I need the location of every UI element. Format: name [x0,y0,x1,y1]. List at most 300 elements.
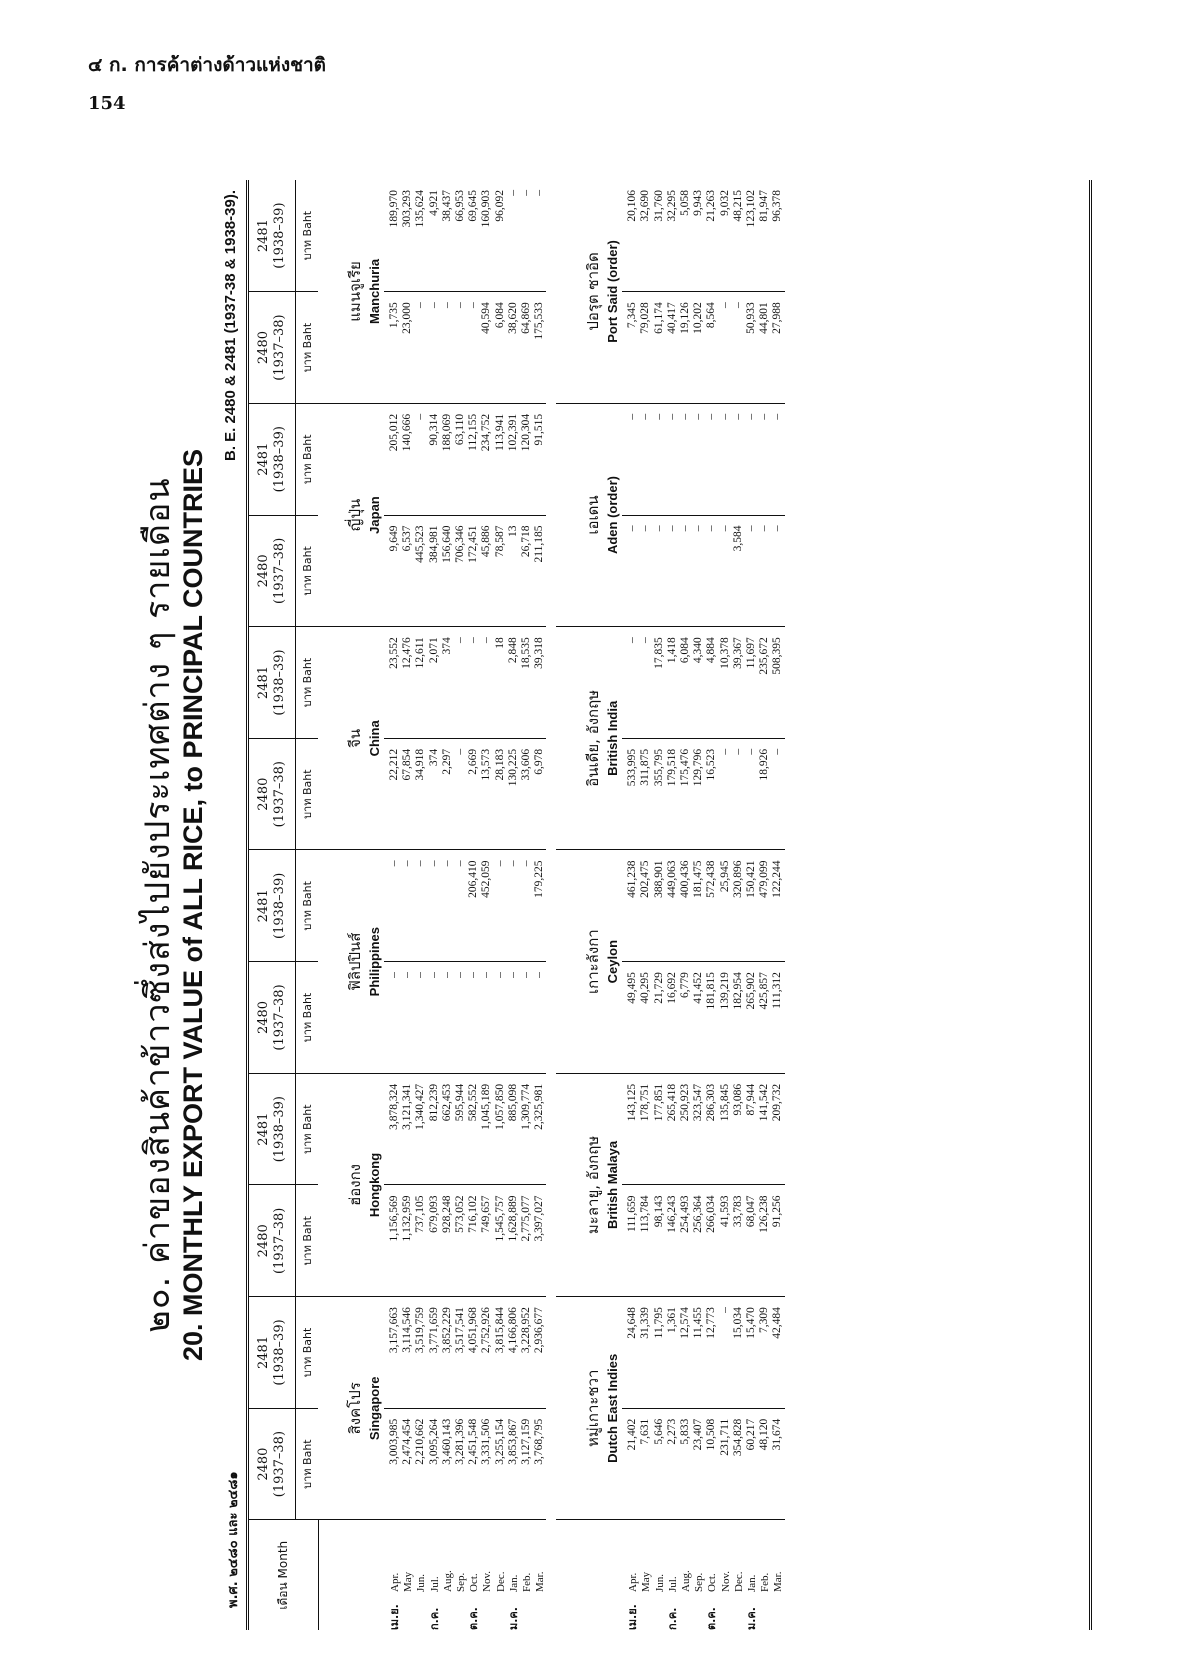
value-cell: 11,455 [692,1307,705,1339]
value-cell: 266,034 [705,1195,718,1233]
value-cell: 23,552 [388,637,400,669]
value-cell: 96,378 [771,190,784,222]
currency-header: บาท Baht [296,1185,319,1297]
country-name-cell [318,1073,384,1296]
value-cell: 18,535 [519,637,532,669]
title-english: 20. MONTHLY EXPORT VALUE of ALL RICE, to PRINCIPAL COUNTRIES [178,448,208,1362]
value-column-2480 [622,738,784,850]
value-cell: 182,954 [731,972,744,1010]
value-cell: 10,508 [705,1418,718,1451]
country-name-cell [318,403,384,626]
value-cell: 445,523 [414,525,427,563]
value-cell: 1,545,757 [493,1195,506,1242]
value-cell: – [388,860,400,867]
value-column-2480 [622,962,784,1074]
value-column-2481 [622,403,784,515]
month-spacer [556,1520,622,1630]
value-cell: 139,219 [718,972,731,1010]
value-cell: – [467,972,480,978]
subtitle-english-years: B. E. 2480 & 2481 (1937-38 & 1938-39). [222,190,239,462]
country-name-thai: ญี่ปุ่น [346,498,364,532]
value-column-2480 [384,1408,546,1520]
country-name-english: Ceylon [605,939,621,984]
value-cell: 595,944 [453,1083,466,1122]
value-cell: – [639,413,652,420]
value-cell: 3,584 [731,525,744,552]
value-cell: 573,052 [453,1195,466,1233]
value-cell: – [744,748,757,755]
value-column-2480 [384,292,546,404]
value-cell: 40,417 [665,302,678,334]
value-cell: 3,095,264 [427,1418,440,1465]
value-cell: 98,143 [652,1195,665,1228]
value-cell: 265,902 [744,972,757,1010]
value-cell: 3,771,659 [427,1307,440,1354]
month-spacer [318,1520,384,1630]
value-cell: – [771,525,784,532]
title-thai: ๒๐. ค่าของสินค้าข้าวซึ่งส่งไปยังประเทศต่าง ๆ รายเดือน [138,477,178,1333]
value-cell: 3,460,143 [440,1418,453,1465]
value-cell: 286,303 [705,1083,718,1122]
value-cell: 3,003,985 [388,1418,400,1465]
value-cell: 425,857 [758,972,771,1010]
value-cell: – [414,860,427,867]
currency-header: บาท Baht [296,627,319,739]
month-label-line [467,1520,480,1630]
value-cell: 33,606 [519,748,532,781]
value-cell: 49,495 [626,972,639,1004]
value-column-2480 [622,1408,784,1520]
value-cell: 40,295 [639,972,652,1004]
value-cell: 885,098 [506,1083,519,1122]
value-cell: 143,125 [626,1083,639,1122]
value-cell: 181,475 [692,860,705,898]
month-label-line [771,1520,784,1630]
value-cell: 1,361 [665,1307,678,1333]
value-cell: – [388,972,400,978]
value-cell: 7,631 [639,1418,652,1445]
value-cell: 69,645 [467,190,480,222]
month-label: Jan. [507,1574,520,1592]
value-cell: 2,210,662 [414,1418,427,1465]
quarter-label: ก.ค. [427,1607,441,1630]
value-cell: 135,845 [718,1083,731,1122]
value-cell: 206,410 [467,860,480,898]
value-cell: – [718,1307,731,1313]
value-cell: 3,114,546 [401,1307,414,1353]
value-column-2481 [384,180,546,292]
value-cell: 140,666 [401,413,414,452]
year-header-2481: 2481 (1938–39) [249,850,296,962]
value-cell: 181,815 [705,972,718,1010]
month-label-line [639,1520,652,1630]
value-cell: 129,796 [692,748,705,787]
page-header: ๔ ก. การค้าต่างด้าวแห่งชาติ [88,54,327,76]
value-cell: 96,092 [493,190,506,222]
value-cell: 6,084 [493,302,506,329]
value-cell: 38,620 [506,302,519,334]
rotated-table-page [130,180,1090,1630]
quarter-label: ต.ค. [467,1607,481,1630]
value-cell: 3,121,341 [401,1083,414,1130]
value-cell: 32,690 [639,190,652,222]
value-cell: 41,452 [692,972,705,1004]
currency-header: บาท Baht [296,1408,319,1520]
country-name-cell [556,180,622,403]
value-cell: – [480,637,493,643]
value-cell: – [626,637,639,643]
value-cell: 10,202 [692,302,705,334]
value-cell: 31,339 [639,1307,652,1339]
value-cell: 4,051,968 [467,1307,480,1354]
value-cell: 533,995 [626,748,639,787]
month-labels [622,1520,784,1630]
value-cell: – [626,525,639,532]
value-cell: – [731,748,744,755]
header-row-currency [296,180,319,1630]
month-label: Sep. [693,1572,706,1592]
month-label-line [494,1520,507,1630]
value-cell: 34,918 [414,748,427,781]
month-label-line [719,1520,732,1630]
value-cell: 146,243 [665,1195,678,1233]
value-cell: 3,397,027 [533,1195,546,1242]
value-cell: 3,228,952 [519,1307,532,1354]
value-cell: 18 [493,637,506,649]
value-cell: 9,943 [692,190,705,216]
value-cell: – [414,972,427,978]
value-cell: 44,801 [758,302,771,334]
month-label: Aug. [680,1570,692,1592]
year-header-2480: 2480 (1937–38) [249,1185,296,1297]
value-cell: – [453,637,466,643]
value-cell: 31,674 [771,1418,784,1451]
value-column-2481 [384,1073,546,1185]
quarter-label: ต.ค. [705,1607,719,1630]
value-cell: – [758,525,771,532]
month-label-line [388,1520,401,1630]
month-label: Dec. [494,1571,507,1592]
value-cell: 111,659 [626,1195,639,1232]
value-cell: 63,110 [453,413,466,446]
value-cell: – [771,413,784,420]
country-name-thai: แมนจูเรีย [346,261,364,322]
value-cell: 355,795 [652,748,665,787]
value-cell: 48,215 [731,190,744,222]
month-label-line [705,1520,718,1630]
month-label-line [441,1520,454,1630]
country-name-thai: ปอรุต ซาอิด [584,252,603,331]
value-cell: 61,174 [652,302,665,334]
value-cell: 354,828 [731,1418,744,1457]
value-cell: 79,028 [639,302,652,334]
value-cell: 60,217 [744,1418,757,1451]
value-cell: 16,523 [705,748,718,781]
value-cell: – [771,748,784,755]
value-cell: 1,045,189 [480,1083,493,1130]
value-cell: 18,926 [758,748,771,781]
value-cell: 39,367 [731,637,744,669]
value-cell: – [718,525,731,532]
country-name-thai: หมู่เกาะชวา [584,1369,603,1448]
value-cell: – [744,413,757,420]
value-cell: 582,552 [467,1083,480,1122]
value-cell: 113,784 [639,1195,652,1233]
header-row-years [249,180,296,1630]
month-label-line [626,1520,639,1630]
value-cell: 12,773 [705,1307,718,1339]
value-cell: 123,102 [744,190,757,228]
value-column-2480 [384,1185,546,1297]
value-cell: 13,573 [480,748,493,781]
data-row [384,180,546,1630]
value-cell: 303,293 [401,190,414,228]
value-cell: 4,166,806 [506,1307,519,1354]
year-header-2480: 2480 (1937–38) [249,515,296,627]
gap-cell [546,180,556,1630]
country-name-cell [318,627,384,850]
year-header-2480: 2480 (1937–38) [249,738,296,850]
value-column-2481 [384,1297,546,1409]
country-name-english: Dutch East Indies [605,1353,621,1463]
value-cell: – [440,972,453,978]
value-cell: – [679,413,691,420]
month-label-line [480,1520,493,1630]
value-cell: 177,851 [652,1083,665,1122]
month-label-line [401,1520,414,1630]
block-gap [546,180,556,1630]
value-cell: 3,878,324 [388,1083,400,1130]
value-cell: 21,402 [626,1418,639,1451]
value-cell: 320,896 [731,860,744,898]
month-label-line [507,1520,520,1630]
value-cell: 211,185 [533,525,546,563]
value-cell: – [665,413,678,420]
value-cell: 12,574 [679,1307,691,1339]
value-cell: – [506,860,519,867]
value-cell: – [758,413,771,420]
value-column-2480 [622,515,784,627]
value-cell: – [467,302,480,308]
year-header-2481: 2481 (1938–39) [249,1297,296,1409]
quarter-label: เม.ย. [626,1604,640,1630]
value-cell: – [652,413,665,420]
value-cell: 231,711 [718,1418,731,1456]
value-cell: 40,594 [480,302,493,334]
value-cell: 160,903 [480,190,493,228]
value-cell: 2,273 [665,1418,678,1445]
value-cell: 9,032 [718,190,731,216]
value-cell: 1,309,774 [519,1083,532,1130]
value-cell: 22,212 [388,748,400,781]
value-cell: 15,034 [731,1307,744,1339]
value-cell: – [744,525,757,532]
month-label: Jun. [415,1573,428,1592]
value-cell: – [506,190,519,196]
month-label: Sep. [454,1572,467,1592]
value-cell: 11,697 [744,637,757,669]
value-cell: 4,921 [427,190,440,216]
value-cell: 179,518 [665,748,678,787]
value-cell: 67,854 [401,748,414,781]
value-cell: – [427,860,440,867]
value-cell: – [453,302,466,308]
value-cell: 3,157,663 [388,1307,400,1354]
value-cell: 3,281,396 [453,1418,466,1465]
value-cell: 7,345 [626,302,639,329]
value-cell: 90,314 [427,413,440,446]
country-name-thai: เอเดน [584,495,603,535]
value-cell: – [519,972,532,978]
value-cell: 17,835 [652,637,665,669]
value-cell: 508,395 [771,637,784,675]
country-name-english: British India [605,700,621,776]
value-cell: 1,340,427 [414,1083,427,1130]
value-cell: 26,718 [519,525,532,558]
value-cell: 3,852,229 [440,1307,453,1354]
value-column-2481 [622,850,784,962]
country-name-english: British Malaya [605,1140,621,1230]
value-cell: 384,981 [427,525,440,563]
value-cell: – [467,637,480,643]
value-cell: 122,244 [771,860,784,898]
value-cell: – [639,525,652,532]
export-value-table [249,180,785,1630]
month-label: May [402,1571,415,1592]
value-column-2481 [622,1073,784,1185]
value-cell: 3,519,759 [414,1307,427,1354]
country-name-english: Aden (order) [605,476,621,555]
value-cell: – [453,860,466,867]
month-column-header: เดือน Month [249,1520,318,1630]
value-cell: 93,086 [731,1083,744,1116]
year-header-2480: 2480 (1937–38) [249,292,296,404]
value-cell: – [731,413,744,420]
subtitle-thai-years: พ.ศ. ๒๔๘๐ และ ๒๔๘๑ [226,1471,241,1608]
value-column-2481 [384,850,546,962]
value-cell: – [519,860,532,867]
value-cell: 2,669 [467,748,480,775]
month-label: Aug. [441,1570,454,1592]
value-cell: 1,735 [388,302,400,329]
currency-header: บาท Baht [296,1297,319,1409]
value-cell: 12,476 [401,637,414,669]
year-header-2481: 2481 (1938–39) [249,627,296,739]
value-cell: 4,884 [705,637,718,664]
value-cell: 737,105 [414,1195,427,1233]
value-cell: 1,628,889 [506,1195,519,1242]
year-header-2480: 2480 (1937–38) [249,962,296,1074]
value-cell: 23,407 [692,1418,705,1451]
currency-header: บาท Baht [296,962,319,1074]
value-cell: 5,833 [679,1418,691,1445]
month-label-line [679,1520,692,1630]
value-column-2481 [622,627,784,739]
month-label: Feb. [759,1572,772,1592]
value-cell: 452,059 [480,860,493,898]
value-cell: 24,648 [626,1307,639,1339]
value-cell: – [679,525,691,532]
value-cell: 449,063 [665,860,678,898]
month-label: Dec. [732,1571,745,1592]
value-cell: 130,225 [506,748,519,787]
month-label-line [454,1520,467,1630]
value-column-2480 [384,738,546,850]
value-cell: 102,391 [506,413,519,452]
value-cell: 126,238 [758,1195,771,1233]
year-header-2481: 2481 (1938–39) [249,1073,296,1185]
value-cell: 172,451 [467,525,480,563]
value-cell: 178,751 [639,1083,652,1122]
month-label: Oct. [706,1573,719,1592]
year-header-2481: 2481 (1938–39) [249,403,296,515]
value-cell: 175,476 [679,748,691,787]
value-cell: 39,318 [533,637,546,669]
value-cell: 12,611 [414,637,427,669]
value-cell: 112,155 [467,413,480,451]
value-cell: 6,779 [679,972,691,999]
value-cell: 716,102 [467,1195,480,1233]
country-name-english: Philippines [367,926,382,997]
value-cell: 188,069 [440,413,453,452]
value-cell: – [639,637,652,643]
value-cell: 3,255,154 [493,1418,506,1465]
value-cell: – [652,525,665,532]
month-label: Nov. [719,1571,732,1592]
value-cell: 113,941 [493,413,506,451]
country-name-thai: สิงคโปร [346,1382,364,1435]
month-label: Jul. [666,1576,679,1592]
value-cell: – [414,302,427,308]
value-cell: 6,978 [533,748,546,775]
month-label-line [520,1520,533,1630]
value-cell: 20,106 [626,190,639,222]
value-column-2480 [622,1185,784,1297]
value-cell: 2,775,077 [519,1195,532,1242]
country-name-cell [318,1297,384,1520]
value-cell: – [665,525,678,532]
value-cell: 2,297 [440,748,453,775]
quarter-label: ม.ค. [744,1607,758,1630]
value-cell: 3,768,795 [533,1418,546,1465]
value-cell: 1,132,959 [401,1195,414,1242]
value-cell: 3,517,541 [453,1307,466,1354]
value-cell: – [401,860,414,867]
value-column-2480 [384,962,546,1074]
country-name-english: Hongkong [367,1152,382,1218]
value-cell: – [692,413,705,420]
value-cell: – [453,972,466,978]
country-name-cell [318,180,384,403]
country-name-english: Manchuria [367,258,382,324]
value-cell: – [731,302,744,308]
value-cell: 2,752,926 [480,1307,493,1354]
value-cell: – [493,860,506,867]
currency-header: บาท Baht [296,292,319,404]
value-cell: 141,542 [758,1083,771,1122]
value-cell: – [493,972,506,978]
value-cell: 150,421 [744,860,757,898]
value-cell: 679,093 [427,1195,440,1233]
value-cell: 234,752 [480,413,493,452]
data-row [622,180,784,1630]
value-column-2481 [384,627,546,739]
country-name-english: China [367,720,382,757]
value-cell: 28,183 [493,748,506,781]
value-cell: 2,936,677 [533,1307,546,1354]
value-cell: – [705,525,718,532]
value-cell: – [718,302,731,308]
